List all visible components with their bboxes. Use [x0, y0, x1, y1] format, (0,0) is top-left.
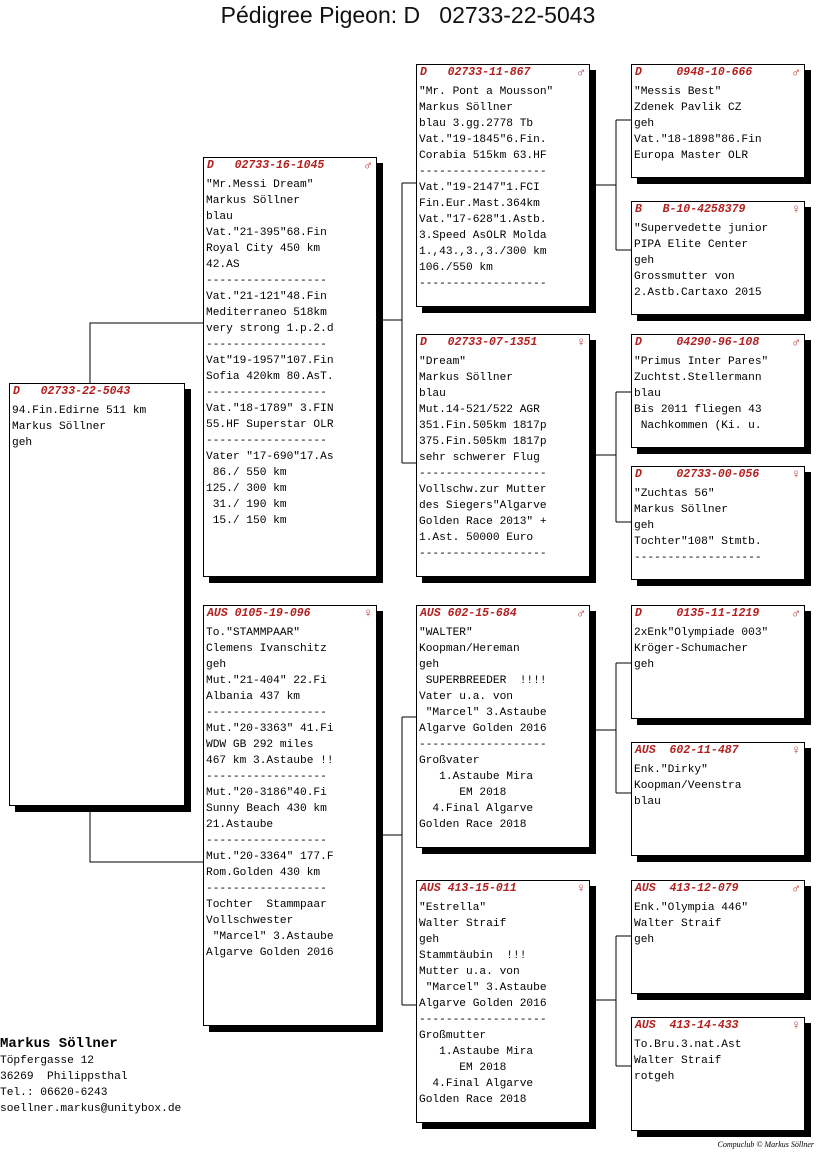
owner-name: Markus Söllner — [0, 1036, 118, 1052]
subject-card — [9, 383, 185, 806]
sire-card — [203, 157, 377, 577]
ring-number: AUS 602-15-684 ♂ — [420, 606, 585, 621]
connector-ss — [590, 120, 632, 250]
female-icon: ♀ — [792, 743, 800, 758]
ring-number: D 0135-11-1219 ♂ — [635, 606, 800, 621]
ddd-card — [631, 1017, 805, 1131]
owner-street: Töpfergasse 12 — [0, 1055, 94, 1067]
ring-number: D 02733-11-867 ♂ — [420, 65, 585, 80]
dam-card — [203, 605, 377, 1026]
owner-email[interactable]: soellner.markus@unitybox.de — [0, 1103, 182, 1115]
ring-number: D 0948-10-666 ♂ — [635, 65, 800, 80]
connector-sd — [590, 392, 632, 522]
pigeon-details: "Messis Best" Zdenek Pavlik CZ geh Vat."18-1898"86.Fin Europa Master OLR — [634, 86, 762, 162]
male-icon: ♂ — [577, 65, 585, 80]
ring-number: B B-10-4258379 ♀ — [635, 202, 800, 217]
male-icon: ♂ — [792, 65, 800, 80]
male-icon: ♂ — [577, 606, 585, 621]
connector-sire — [376, 183, 417, 463]
ring-number: D 04290-96-108 ♂ — [635, 335, 800, 350]
pigeon-details: "Mr.Messi Dream" Markus Söllner blau Vat."21-395"68.Fin Royal City 450 km 42.AS ------------------ Vat."21-121"48.Fin Mediterraneo 518km very strong 1.p.2.d ------------------ Vat"19-1957"107.Fin Sofia 420km 80.AsT. ------------------ Vat."18-1789" 3.FIN 55.HF Superstar OLR ------------------ Vater "17-690"17.As 86./ 550 km 125./ 300 km 31./ 190 km 15./ 150 km — [206, 179, 334, 527]
dsd-card — [631, 742, 805, 856]
connector-dam — [376, 717, 417, 1005]
dss-card — [631, 605, 805, 719]
pigeon-details: To.Bru.3.nat.Ast Walter Straif rotgeh — [634, 1039, 742, 1083]
pigeon-details: Enk."Dirky" Koopman/Veenstra blau — [634, 764, 742, 808]
male-icon: ♂ — [792, 335, 800, 350]
page-title: Pédigree Pigeon: D 02733-22-5043 — [220, 2, 596, 28]
pigeon-details: "Mr. Pont a Mousson" Markus Söllner blau 3.gg.2778 Tb Vat."19-1845"6.Fin. Corabia 515km 63.HF ------------------- Vat."19-2147"1.FCI Fin.Eur.Mast.364km Vat."17-628"1.Astb. 3.Speed AsOLR Molda 1.,43.,3.,3./300 km 106./550 km ------------------- — [419, 86, 554, 290]
footer-credit: Compuclub © Markus Söllner — [717, 1140, 814, 1149]
ssd-card — [631, 201, 805, 315]
ring-number: AUS 413-15-011 ♀ — [420, 881, 585, 896]
female-icon: ♀ — [792, 202, 800, 217]
pigeon-details: 94.Fin.Edirne 511 km Markus Söllner geh — [12, 405, 147, 449]
ring-number: D 02733-07-1351 ♀ — [420, 335, 585, 350]
pigeon-details: "Primus Inter Pares" Zuchtst.Stellermann blau Bis 2011 fliegen 43 Nachkommen (Ki. u. — [634, 356, 769, 432]
pigeon-details: "Estrella" Walter Straif geh Stammtäubin !!! Mutter u.a. von "Marcel" 3.Astaube Algarve Golden 2016 ------------------- Großmutter 1.Astaube Mira EM 2018 4.Final Algarve Golden Race 2018 — [419, 902, 547, 1106]
dds-card — [631, 880, 805, 994]
dam-dam-card — [416, 880, 590, 1123]
sss-card — [631, 64, 805, 178]
female-icon: ♀ — [577, 335, 585, 350]
ring-number: AUS 413-12-079 ♂ — [635, 881, 800, 896]
ring-number: AUS 413-14-433 ♀ — [635, 1018, 800, 1033]
owner-block — [0, 1035, 181, 1117]
female-icon: ♀ — [364, 606, 372, 621]
pigeon-details: 2xEnk"Olympiade 003" Kröger-Schumacher geh — [634, 627, 769, 671]
male-icon: ♂ — [792, 606, 800, 621]
owner-city: 36269 Philippsthal — [0, 1071, 128, 1083]
male-icon: ♂ — [364, 158, 372, 173]
connector-dd — [590, 936, 632, 1066]
connector-ds — [590, 663, 632, 793]
pigeon-details: Enk."Olympia 446" Walter Straif geh — [634, 902, 749, 946]
ring-number: AUS 0105-19-096 ♀ — [207, 606, 372, 621]
pigeon-details: "Supervedette junior PIPA Elite Center geh Grossmutter von 2.Astb.Cartaxo 2015 — [634, 223, 769, 299]
female-icon: ♀ — [792, 1018, 800, 1033]
male-icon: ♂ — [792, 881, 800, 896]
ring-number: D 02733-22-5043 — [13, 385, 131, 398]
sds-card — [631, 334, 805, 448]
female-icon: ♀ — [792, 467, 800, 482]
pigeon-details: To."STAMMPAAR" Clemens Ivanschitz geh Mut."21-404" 22.Fi Albania 437 km ------------------ Mut."20-3363" 41.Fi WDW GB 292 miles 467 km 3.Astaube !! ------------------ Mut."20-3186"40.Fi Sunny Beach 430 km 21.Astaube ------------------ Mut."20-3364" 177.F Rom.Golden 430 km ------------------ Tochter Stammpaar Vollschwester "Marcel" 3.Astaube Algarve Golden 2016 — [206, 627, 334, 959]
owner-phone: Tel.: 06620-6243 — [0, 1087, 108, 1099]
ring-number: D 02733-16-1045 ♂ — [207, 158, 372, 173]
female-icon: ♀ — [577, 881, 585, 896]
sdd-card — [631, 466, 805, 580]
sire-sire-card — [416, 64, 590, 307]
sire-dam-card — [416, 334, 590, 577]
pigeon-details: "WALTER" Koopman/Hereman geh SUPERBREEDER !!!! Vater u.a. von "Marcel" 3.Astaube Algarve Golden 2016 ------------------- Großvater 1.Astaube Mira EM 2018 4.Final Algarve Golden Race 2018 — [419, 627, 547, 831]
pigeon-details: "Dream" Markus Söllner blau Mut.14-521/522 AGR 351.Fin.505km 1817p 375.Fin.505km 1817p sehr schwerer Flug ------------------- Vollschw.zur Mutter des Siegers"Algarve Golden Race 2013" + 1.Ast. 50000 Euro ------------------- — [419, 356, 547, 560]
ring-number: D 02733-00-056 ♀ — [635, 467, 800, 482]
ring-number: AUS 602-11-487 ♀ — [635, 743, 800, 758]
dam-sire-card — [416, 605, 590, 848]
pigeon-details: "Zuchtas 56" Markus Söllner geh Tochter"108" Stmtb. ------------------- — [634, 488, 762, 564]
